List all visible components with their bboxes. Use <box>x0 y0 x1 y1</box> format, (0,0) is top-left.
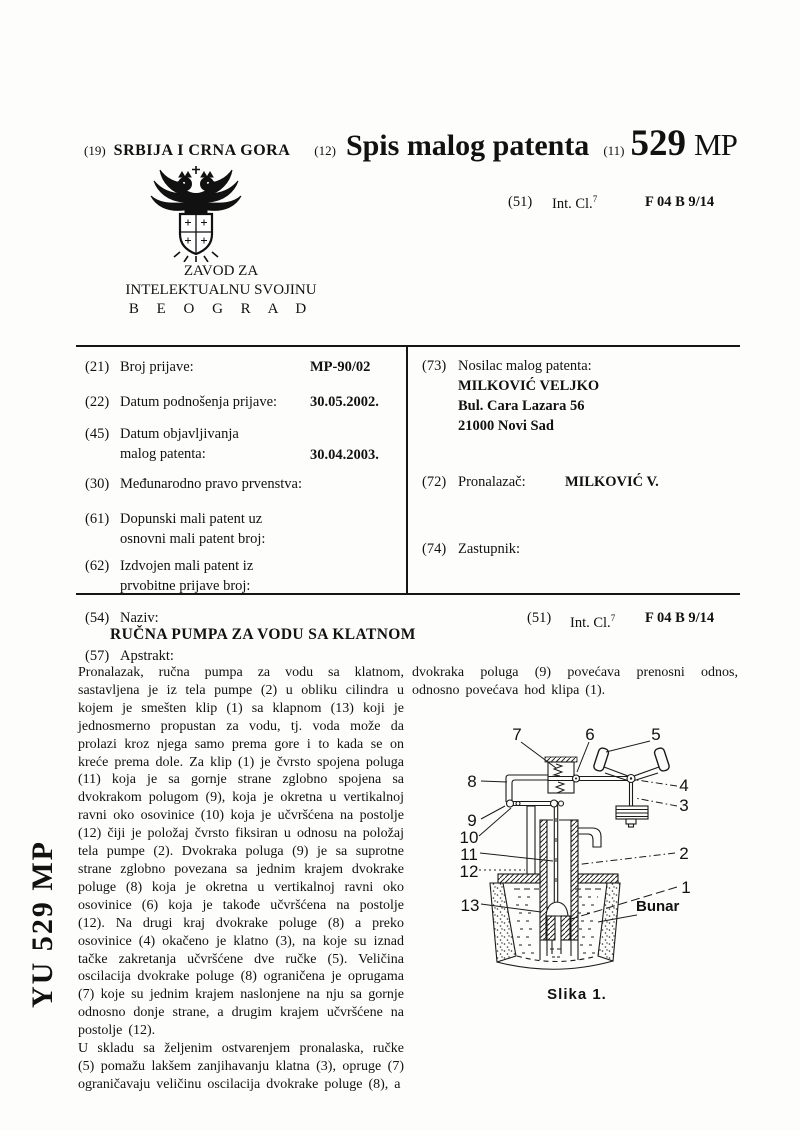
field-code: (61) <box>85 511 110 527</box>
figure-label-4: 4 <box>679 776 689 795</box>
publication-number-code: (11) <box>603 143 625 158</box>
field-label-line2: malog patenta: <box>120 446 206 462</box>
document-header <box>84 122 764 165</box>
coat-of-arms-double-headed-eagle-icon <box>150 164 242 262</box>
field-label-line1: Datum objavljivanja <box>120 426 239 442</box>
office-line1: ZAVOD ZA <box>183 263 259 279</box>
figure-caption: Slika 1. <box>547 986 607 1003</box>
office-name-block <box>96 262 346 319</box>
figure-well-label: Bunar <box>636 898 680 915</box>
field-code: (54) <box>85 610 110 626</box>
holder-label: Nosilac malog patenta: <box>458 358 592 374</box>
int-cl-label <box>552 194 597 213</box>
field-value: 30.05.2002. <box>310 394 379 410</box>
field-label-line2: prvobitne prijave broj: <box>120 578 251 594</box>
int-cl-label <box>570 608 615 633</box>
abstract-paragraph-3: dvokraka poluga (9) povećava prenosni odnos, odnosno povećava hod klipa (1). <box>412 665 738 698</box>
country-name: SRBIJA I CRNA GORA <box>113 142 291 159</box>
int-cl-label-text: Int. Cl. <box>552 195 593 212</box>
figure-label-1: 1 <box>681 878 691 897</box>
holder-block <box>458 356 599 436</box>
holder-name: MILKOVIĆ VELJKO <box>458 378 600 394</box>
field-value: MP-90/02 <box>310 359 371 375</box>
top-divider-rule <box>76 345 740 347</box>
int-cl-value: F 04 B 9/14 <box>645 194 715 210</box>
field-code: (22) <box>85 394 110 410</box>
country-code: (19) <box>84 143 106 158</box>
field-label-line1: Izdvojen mali patent iz <box>120 558 254 574</box>
field-code: (72) <box>422 474 447 490</box>
field-code: (30) <box>85 476 110 492</box>
doc-type-code: (12) <box>314 143 336 158</box>
abstract-right-column <box>412 664 738 700</box>
field-label-line2: osnovni mali patent broj: <box>120 531 266 547</box>
field-code: (74) <box>422 541 447 557</box>
field-code: (57) <box>85 648 110 664</box>
figure-label-5: 5 <box>651 725 661 744</box>
field-label <box>120 509 265 549</box>
office-line2: INTELEKTUALNU SVOJINU <box>125 282 317 298</box>
column-divider-rule <box>406 345 408 595</box>
field-code: (73) <box>422 358 447 374</box>
int-cl-sup: 7 <box>592 194 598 204</box>
field-code: (21) <box>85 359 110 375</box>
figure-label-2: 2 <box>679 844 689 863</box>
figure-label-11: 11 <box>460 845 478 864</box>
figure-label-10: 10 <box>459 828 479 847</box>
holder-address-line2: 21000 Novi Sad <box>458 418 554 434</box>
invention-title: RUČNA PUMPA ZA VODU SA KLATNOM <box>110 626 416 643</box>
field-label-line1: Dopunski mali patent uz <box>120 511 263 527</box>
int-cl-code: (51) <box>527 610 552 626</box>
doc-type-title: Spis malog patenta <box>345 129 590 162</box>
figure-slika-1 <box>440 718 760 1018</box>
pump-drawing <box>440 718 760 1018</box>
int-cl-value: F 04 B 9/14 <box>645 610 715 626</box>
figure-label-3: 3 <box>679 796 689 815</box>
figure-label-9: 9 <box>467 811 477 830</box>
publication-number: 529 <box>630 123 686 164</box>
field-label <box>120 424 239 464</box>
int-cl-sup: 7 <box>610 613 616 623</box>
field-label <box>120 556 253 596</box>
int-cl-label-text: Int. Cl. <box>570 614 611 631</box>
office-line3: B E O G R A D <box>128 301 314 317</box>
holder-address-line1: Bul. Cara Lazara 56 <box>458 398 585 414</box>
field-code: (62) <box>85 558 110 574</box>
field-code: (45) <box>85 426 110 442</box>
field-label: Međunarodno pravo prvenstva: <box>120 476 303 492</box>
abstract-paragraph-2: U skladu sa željenim ostvarenjem pronalaska, ručke (5) pomažu lakšem zanjihavanju klatna (3), opruge (7) ograničavaju veličinu oscilacija dvokrake poluge (8), a <box>78 1041 404 1092</box>
inventor-label: Pronalazač: <box>458 474 526 490</box>
naziv-label: Naziv: <box>120 610 159 626</box>
field-label: Broj prijave: <box>120 359 194 375</box>
int-cl-top <box>508 194 768 214</box>
apstrakt-label: Apstrakt: <box>120 648 174 664</box>
sidebar-publication-id: YU 529 MP <box>26 840 59 1008</box>
field-value: 30.04.2003. <box>310 447 379 463</box>
agent-label: Zastupnik: <box>458 541 521 557</box>
int-cl-code: (51) <box>508 194 533 210</box>
publication-number-suffix: MP <box>694 127 737 162</box>
figure-label-12: 12 <box>459 862 479 881</box>
abstract-paragraph-1: Pronalazak, ručna pumpa za vodu sa klatnom, sastavljena je iz tela pumpe (2) u obliku cilindra u kojem je smešten klip (1) sa klapnom (13) koji je jednosmerno propustan za vodu, tj. voda može da prolazi kroz njega samo prema gore i to kada se on kreće prema dole. Za klip (1) je čvrsto spojena poluga (11) koja je sa gornje strane zglobno spojena sa dvokrakom polugom (9), koja je okretna u vertikalnoj ravni oko osovinice (10) koja je učvršćena na postolje (12) čiji je položaj čvrsto fiksiran u odnosu na položaj tela pumpe (2). Dvokraka poluga (9) je sa suprotne strane zglobno povezana sa jednim krajem dvokrake poluge (8) koja je okretna u vertikalnoj ravni oko osovinice (6) koja je takođe učvršćena na postolje (12). Na drugi kraj dvokrake poluge (8) a preko osovinice (4) okačeno je klatno (3), na koje su iznad tačke zakretanja učvršćene dve ručke (5). Veličina oscilacija dvokrake poluge (8) ograničena je oprugama (7) koje su jednim krajem naslonjene na nju sa gornje odnosno donje strane, a drugim krajem učvršćene na postolje (12). <box>78 665 404 1039</box>
figure-label-7: 7 <box>512 725 522 744</box>
figure-label-6: 6 <box>585 725 595 744</box>
abstract-left-column <box>78 664 404 1094</box>
figure-label-8: 8 <box>467 772 477 791</box>
field-label: Datum podnošenja prijave: <box>120 394 278 410</box>
figure-label-13: 13 <box>460 896 480 915</box>
inventor-name: MILKOVIĆ V. <box>565 474 659 490</box>
